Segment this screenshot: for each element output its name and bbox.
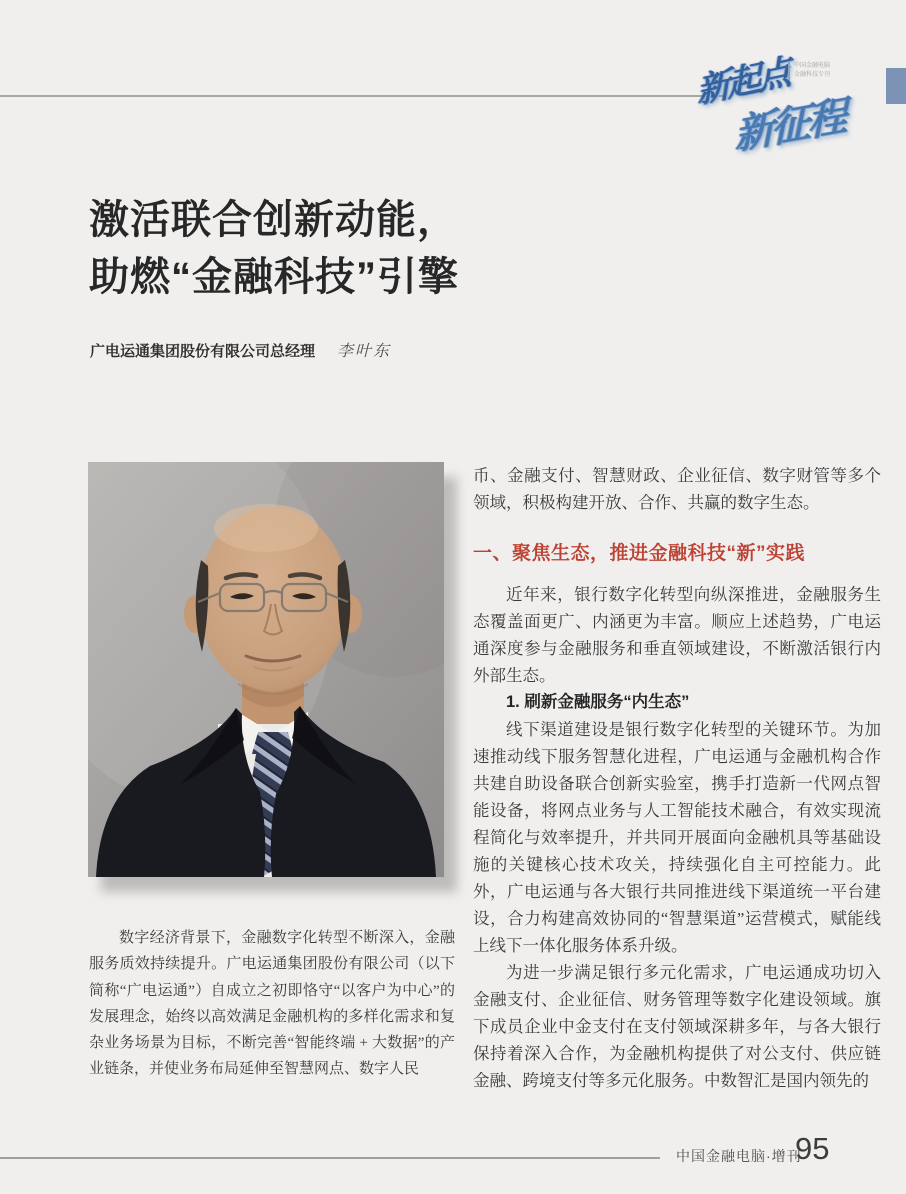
portrait-illustration: [88, 462, 444, 877]
byline-author: 李叶东: [337, 343, 392, 360]
title-line-1: 激活联合创新动能，: [89, 198, 458, 242]
logo-calligraphy-line1: 新起点: [695, 54, 790, 111]
logo-calligraphy-line2: 新征程: [734, 93, 846, 158]
page-number: 95: [795, 1131, 830, 1166]
header-rule: [0, 95, 724, 97]
footer-rule: [0, 1157, 660, 1159]
logo-caption-line2: 金融科技专刊: [794, 72, 831, 78]
logo-caption-line1: 中国金融电脑: [794, 63, 831, 69]
journal-name: 中国金融电脑·增刊: [676, 1148, 802, 1164]
article-title: [89, 192, 459, 306]
byline-role: 广电运通集团股份有限公司总经理: [90, 343, 316, 360]
right-column: [473, 462, 881, 1094]
title-line-2: 助燃“金融科技”引擎: [89, 255, 459, 299]
page-edge-tab: [886, 68, 906, 104]
portrait-photo: [88, 462, 444, 877]
paragraph-2: 线下渠道建设是银行数字化转型的关键环节。为加速推动线下服务智慧化进程，广电运通与金融机构合作共建自助设备联合创新实验室，携手打造新一代网点智能设备，将网点业务与人工智能技术融合，有效实现流程简化与效率提升，并共同开展面向金融机具等基础设施的关键核心技术攻关，持续强化自主可控能力。此外，广电运通与各大银行共同推进线下渠道统一平台建设，合力构建高效协同的“智慧渠道”运营模式，赋能线上线下一体化服务体系升级。: [473, 720, 881, 955]
logo-caption: [788, 62, 830, 80]
journal-logo: [690, 52, 880, 157]
paragraph-3: 为进一步满足银行多元化需求，广电运通成功切入金融支付、企业征信、财务管理等数字化建设领域。旗下成员企业中金支付在支付领域深耕多年，与各大银行保持着深入合作，为金融机构提供了对公支付、供应链金融、跨境支付等多元化服务。中数智汇是国内领先的: [473, 963, 881, 1090]
paragraph-1: 近年来，银行数字化转型向纵深推进，金融服务生态覆盖面更广、内涵更为丰富。顺应上述趋势，广电运通深度参与金融服务和垂直领域建设，不断激活银行内外部生态。: [473, 585, 881, 685]
intro-paragraph: 币、金融支付、智慧财政、企业征信、数字财管等多个领域，积极构建开放、合作、共赢的数字生态。: [473, 466, 881, 512]
subsection-heading: 1. 刷新金融服务“内生态”: [506, 693, 690, 711]
byline: [90, 338, 391, 361]
section-heading: 一、聚焦生态，推进金融科技“新”实践: [473, 543, 806, 564]
left-column-paragraph: 数字经济背景下，金融数字化转型不断深入，金融服务质效持续提升。广电运通集团股份有限公司（以下简称“广电运通”）自成立之初即恪守“以客户为中心”的发展理念，始终以高效满足金融机构的多样化需求和复杂业务场景为目标，不断完善“智能终端 + 大数据”的产业链条，并使业务布局延伸至智慧网点、数字人民: [89, 930, 455, 1078]
